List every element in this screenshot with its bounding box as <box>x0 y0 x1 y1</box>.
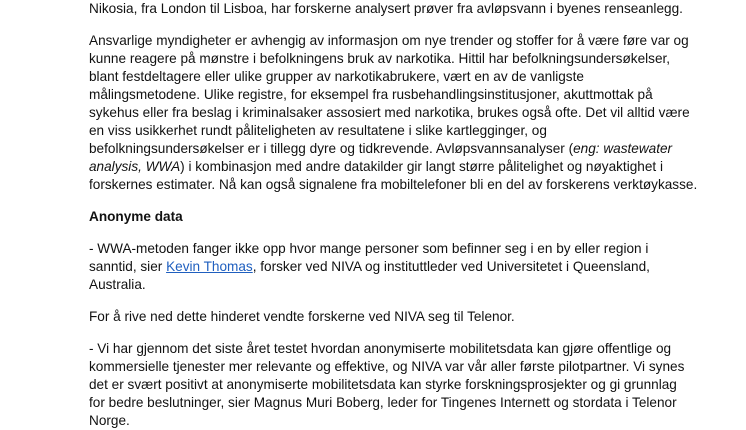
section-heading <box>89 208 669 226</box>
text-line: Nikosia, fra London til Lisboa, har forskerne analysert prøver fra avløpsvann i byenes renseanlegg. <box>89 1 683 16</box>
text-line <box>89 258 669 276</box>
text-line: - WWA-metoden fanger ikke opp hvor mange personer som befinner seg i en by eller region i <box>89 241 649 256</box>
text-segment: befolkningsundersøkelser er i tillegg dyre og tidkrevende. Avløpsvannsanalyser ( <box>89 141 574 156</box>
kevin-thomas-link[interactable]: Kevin Thomas <box>166 259 253 274</box>
italic-term: analysis, WWA <box>89 159 181 174</box>
text-segment: , forsker ved NIVA og instituttleder ved Universitetet i Queensland, <box>252 259 650 274</box>
text-line: Ansvarlige myndigheter er avhengig av informasjon om nye trender og stoffer for å være føre var og <box>89 33 689 48</box>
text-line: For å rive ned dette hinderet vendte forskerne ved NIVA seg til Telenor. <box>89 309 515 324</box>
paragraph-telenor <box>89 308 669 326</box>
text-line: - Vi har gjennom det siste året testet hvordan anonymiserte mobilitetsdata kan gjøre offentlige og <box>89 341 672 356</box>
paragraph-authorities <box>89 32 698 194</box>
text-line: en viss usikkerhet rundt påliteligheten av resultatene i slike kartlegginger, og <box>89 123 547 138</box>
heading-anonyme-data: Anonyme data <box>89 209 183 224</box>
text-line <box>89 140 673 158</box>
text-segment: sanntid, sier <box>89 259 167 274</box>
text-line: for bedre beslutninger, sier Magnus Muri Boberg, leder for Tingenes Internett og stordata i Telenor <box>89 395 677 410</box>
text-line: Australia. <box>89 277 146 292</box>
italic-term: eng: wastewater <box>573 141 673 156</box>
text-line: forskernes estimater. Nå kan også signalene fra mobiltelefoner bli en del av forskerens verktøykasse. <box>89 177 698 192</box>
text-line: det er svært positivt at anonymiserte mobilitetsdata kan styrke forskningsprosjekter og gi grunnlag <box>89 377 677 392</box>
text-line: kommersielle tjenester mer relevante og effektive, og NIVA var vår aller første pilotpartner. Vi synes <box>89 359 685 374</box>
document-body <box>89 0 698 430</box>
text-line: målingsmetodene. Ulike registre, for eksempel fra rusbehandlingsinstitusjoner, akuttmottak på <box>89 87 653 102</box>
text-line: kunne reagere på mønstre i befolkningens bruk av narkotika. Hittil har befolkningsundersøkelser, <box>89 51 671 66</box>
text-line <box>89 158 669 176</box>
text-line: blant festdeltagere eller ulike grupper av narkotikabrukere, vært en av de vanligste <box>89 69 584 84</box>
paragraph-wwa-quote <box>89 240 669 294</box>
paragraph-boberg-quote <box>89 340 685 430</box>
paragraph-intro-continuation <box>89 0 683 18</box>
text-segment: ) i kombinasjon med andre datakilder gir langt større pålitelighet og nøyaktighet i <box>180 159 663 174</box>
text-line: sykehus eller fra beslag i kriminalsaker assosiert med narkotika, brukes også ofte. Det vil alltid være <box>89 105 690 120</box>
text-line: Norge. <box>89 413 130 428</box>
